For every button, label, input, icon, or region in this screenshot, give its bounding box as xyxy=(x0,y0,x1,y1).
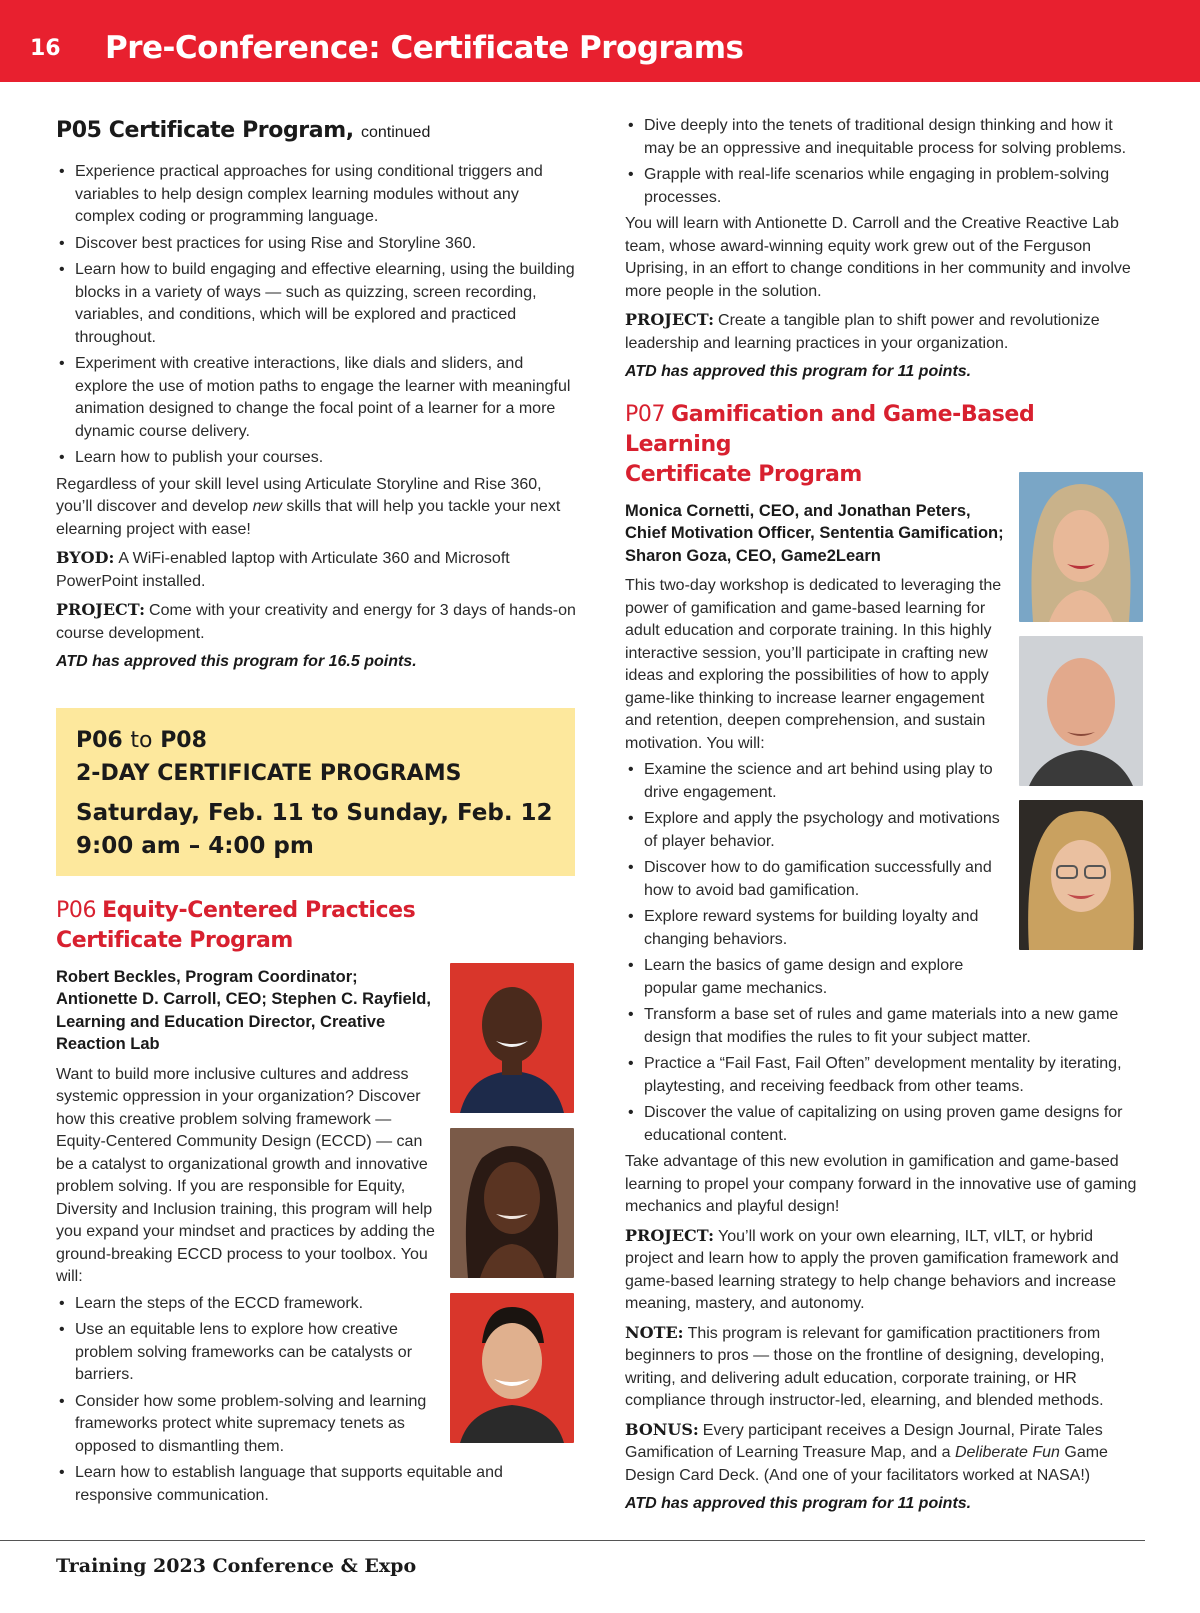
list-item: • Examine the science and art behind using play to drive engagement. xyxy=(625,759,1007,804)
p07-project xyxy=(625,1225,1145,1316)
p07-intro: This two-day workshop is dedicated to leveraging the power of gamification and game-based learning for adult education and corporate training. In this highly interactive session, you’ll participate in crafting new ideas and exploring the possibilities of how to apply game-like thinking to increase learner engagement and retention, deepen comprehension, and sustain motivation. You will: xyxy=(625,577,1002,752)
p05-summary-post: skills that will help you tackle your next elearning project with ease! xyxy=(56,498,561,538)
banner-range-start: P06 xyxy=(76,727,123,753)
note-text: This program is relevant for gamification practitioners from beginners to pros — those on the frontline of designing, developing, writing, and delivering adult education, corporate training, or HR compliance through instructor-led, elearning, and blended methods. xyxy=(625,1324,1105,1409)
banner-time: 9:00 am – 4:00 pm xyxy=(76,832,314,859)
p07-title-line1 xyxy=(625,400,1145,460)
certificate-programs-banner xyxy=(56,708,575,876)
p06-approved: ATD has approved this program for 11 points. xyxy=(625,363,972,380)
project-label: PROJECT: xyxy=(625,310,715,329)
presenter-photo-jonathan-peters xyxy=(1019,636,1143,786)
portrait-icon xyxy=(450,1293,574,1443)
p07-presenters: Monica Cornetti, CEO, and Jonathan Peters, Chief Motivation Officer, Sententia Gamification; Sharon Goza, CEO, Game2Learn xyxy=(625,501,1004,565)
p07-code: P07 xyxy=(625,401,666,427)
list-item: • Discover the value of capitalizing on using proven game designs for educational content. xyxy=(625,1102,1145,1147)
banner-dates: Saturday, Feb. 11 to Sunday, Feb. 12 xyxy=(76,799,553,826)
list-item: • Practice a “Fail Fast, Fail Often” development mentality by iterating, playtesting, and receiving feedback from other teams. xyxy=(625,1053,1145,1098)
list-item: • Dive deeply into the tenets of traditional design thinking and how it may be an oppressive and inequitable process for solving problems. xyxy=(625,115,1145,160)
p05-heading-text: P05 Certificate Program, xyxy=(56,118,354,143)
p05-heading xyxy=(56,118,576,143)
p06-presenters: Robert Beckles, Program Coordinator; Antionette D. Carroll, CEO; Stephen C. Rayfield, Learning and Education Director, Creative Reaction Lab xyxy=(56,967,431,1053)
p05-project xyxy=(56,599,576,645)
project-label: PROJECT: xyxy=(625,1225,715,1245)
list-item: • Explore and apply the psychology and motivations of player behavior. xyxy=(625,808,1007,853)
footer-divider xyxy=(0,1540,1145,1541)
project-text: You’ll work on your own elearning, ILT, vILT, or hybrid project and learn how to apply the proven gamification framework and game-based learning strategy to help change behaviors and increase meaning, mastery, and autonomy. xyxy=(625,1227,1119,1312)
presenter-photo-stephen-rayfield xyxy=(450,1293,574,1443)
p07-title-text: Gamification and Game-Based Learning xyxy=(625,401,1035,457)
page-title: Pre-Conference: Certificate Programs xyxy=(105,30,744,66)
presenter-photo-antionette-carroll xyxy=(450,1128,574,1278)
p07-bullet-list xyxy=(625,759,1007,1000)
p06-title xyxy=(56,896,576,956)
p06-title-line2: Certificate Program xyxy=(56,927,293,953)
p05-bullet-list xyxy=(56,161,576,470)
presenter-photo-sharon-goza xyxy=(1019,800,1143,950)
project-label: PROJECT: xyxy=(56,600,146,619)
note-label: NOTE: xyxy=(625,1322,684,1342)
p06-title-text: Equity-Centered Practices xyxy=(102,897,416,923)
p05-summary xyxy=(56,474,576,542)
list-item: • Grapple with real-life scenarios while engaging in problem-solving processes. xyxy=(625,164,1145,209)
p06-learn-with: You will learn with Antionette D. Carroll and the Creative Reactive Lab team, whose award-winning equity work grew out of the Ferguson Uprising, in an effort to change conditions in her community and involve more people in the solution. xyxy=(625,215,1131,300)
bonus-text-post: Game Design Card Deck. (And one of your facilitators worked at NASA!) xyxy=(625,1444,1108,1484)
p07-note xyxy=(625,1322,1145,1413)
banner-range xyxy=(76,724,555,757)
p05-summary-em: new xyxy=(252,498,282,515)
p06-code: P06 xyxy=(56,897,97,923)
p05-approved: ATD has approved this program for 16.5 points. xyxy=(56,653,417,670)
page-number: 16 xyxy=(30,36,61,61)
list-item: • Experience practical approaches for using conditional triggers and variables to help design complex learning modules without any complex coding or programming language. xyxy=(56,161,576,229)
p07-bonus xyxy=(625,1419,1145,1488)
bonus-text-pre: Every participant receives a Design Journal, Pirate Tales Gamification of Learning Treasure Map, and a xyxy=(625,1421,1103,1461)
list-item: • Transform a base set of rules and game materials into a new game design that modifies the rules to fit your subject matter. xyxy=(625,1004,1145,1049)
list-item: • Experiment with creative interactions, like dials and sliders, and explore the use of motion paths to engage the learner with meaningful animation designed to change the focal point of a learner for a more dynamic course delivery. xyxy=(56,353,576,443)
p05-summary-pre: Regardless of your skill level using Articulate Storyline and Rise 360, you’ll discover and develop xyxy=(56,475,542,515)
banner-range-end: P08 xyxy=(160,727,207,753)
portrait-icon xyxy=(1019,636,1143,786)
p06-project xyxy=(625,309,1145,355)
list-item: • Learn how to build engaging and effective elearning, using the building blocks in a variety of ways — such as quizzing, screen recording, variables, and conditions, which will be explored and practiced throughout. xyxy=(56,259,576,349)
footer-publication-name: Training 2023 Conference & Expo xyxy=(56,1555,417,1577)
p05-byod xyxy=(56,547,576,593)
list-item: • Learn the steps of the ECCD framework. xyxy=(56,1293,436,1316)
p07-approved: ATD has approved this program for 11 points. xyxy=(625,1495,972,1512)
list-item: • Discover best practices for using Rise and Storyline 360. xyxy=(56,233,576,256)
list-item: • Use an equitable lens to explore how creative problem solving frameworks can be catalysts or barriers. xyxy=(56,1319,436,1387)
p05-heading-suffix: continued xyxy=(360,124,431,141)
bonus-label: BONUS: xyxy=(625,1419,699,1439)
list-item: • Consider how some problem-solving and learning frameworks protect white supremacy tenets as opposed to dismantling them. xyxy=(56,1391,436,1459)
presenter-photo-monica-cornetti xyxy=(1019,472,1143,622)
p06-bullet-list xyxy=(56,1293,436,1459)
banner-heading: 2-DAY CERTIFICATE PROGRAMS xyxy=(76,760,462,786)
list-item: • Learn how to establish language that supports equitable and responsive communication. xyxy=(56,1462,575,1507)
bonus-text-em: Deliberate Fun xyxy=(954,1444,1060,1461)
p06-title-line1 xyxy=(56,896,576,926)
banner-range-to: to xyxy=(130,727,153,753)
byod-text: A WiFi-enabled laptop with Articulate 360 and Microsoft PowerPoint installed. xyxy=(56,550,510,590)
list-item: • Explore reward systems for building loyalty and changing behaviors. xyxy=(625,906,1007,951)
p07-bullet-list-continued xyxy=(625,1004,1145,1147)
list-item: • Learn the basics of game design and explore popular game mechanics. xyxy=(625,955,1007,1000)
project-text: Create a tangible plan to shift power and revolutionize leadership and learning practices in your organization. xyxy=(625,312,1100,352)
p07-title-line2: Certificate Program xyxy=(625,461,862,487)
portrait-icon xyxy=(1019,472,1143,622)
page-header xyxy=(0,0,1200,82)
portrait-icon xyxy=(450,1128,574,1278)
byod-label: BYOD: xyxy=(56,548,115,567)
p06-intro: Want to build more inclusive cultures and address systemic oppression in your organization? Discover how this creative problem solving framework — Equity-Centered Community Design (ECCD) — can be a catalyst to organizational growth and innovative problem solving. If you are responsible for Equity, Diversity and Inclusion training, this program will help you expand your mindset and practices by adding the ground-breaking ECCD process to your toolbox. You will: xyxy=(56,1065,435,1285)
p06-bullet-list-continued xyxy=(56,1462,575,1507)
p06-bullet-list-right xyxy=(625,115,1145,209)
presenter-photo-robert-beckles xyxy=(450,963,574,1113)
project-text: Come with your creativity and energy for 3 days of hands-on course development. xyxy=(56,602,576,642)
list-item: • Discover how to do gamification successfully and how to avoid bad gamification. xyxy=(625,857,1007,902)
portrait-icon xyxy=(1019,800,1143,950)
portrait-icon xyxy=(450,963,574,1113)
list-item: • Learn how to publish your courses. xyxy=(56,447,576,470)
p07-closing: Take advantage of this new evolution in gamification and game-based learning to propel your company forward in the innovative use of gaming mechanics and playful design! xyxy=(625,1153,1137,1215)
